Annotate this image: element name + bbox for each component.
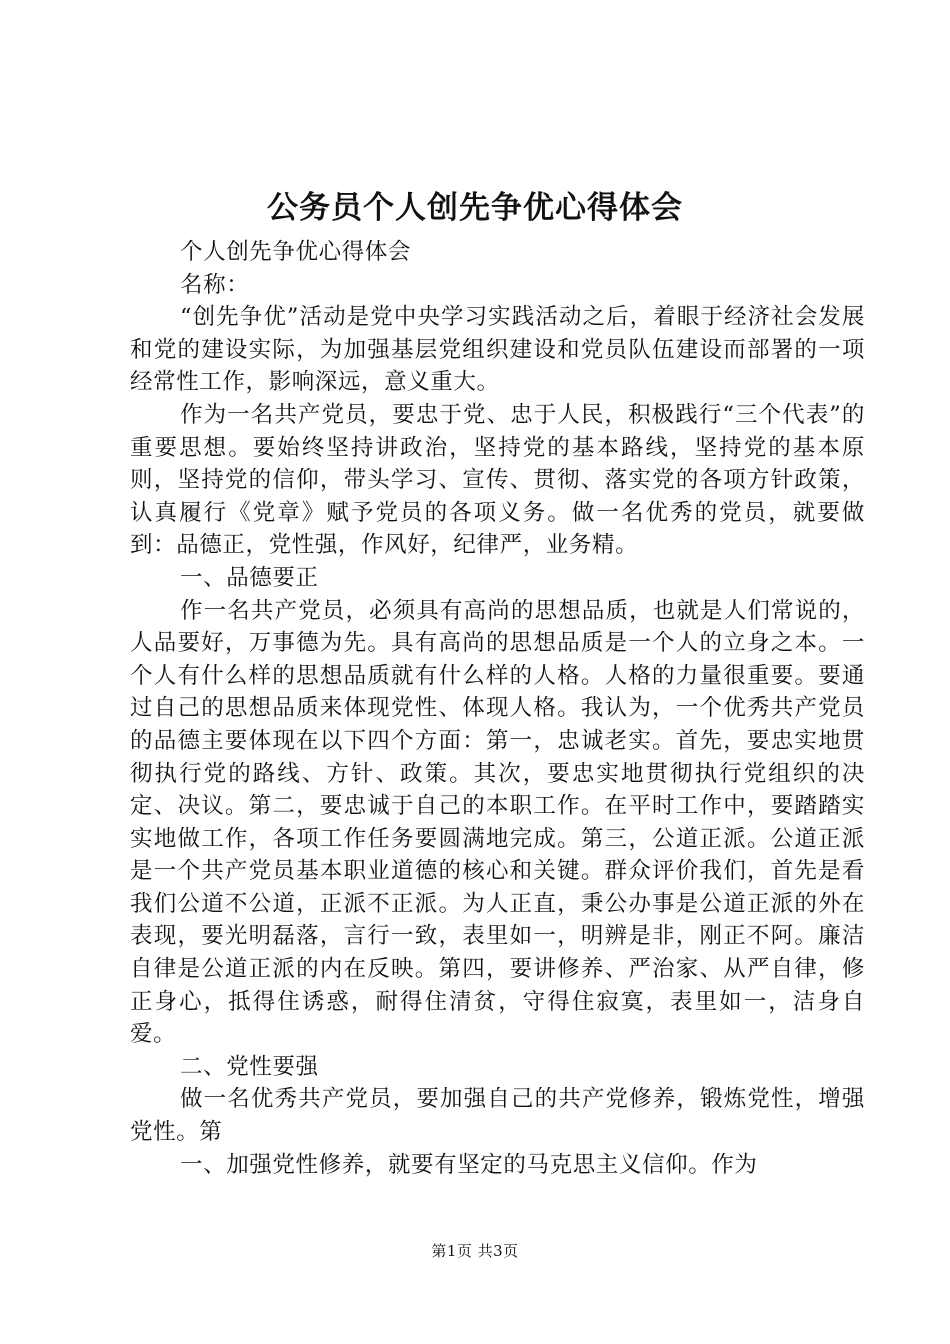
page-footer: 第1页 共3页 <box>431 1242 519 1260</box>
paragraph-subtitle: 个人创先争优心得体会 <box>180 239 412 265</box>
paragraph: 做一名优秀共产党员，要加强自己的共产党修养，锻炼党性，增强党性。第 <box>130 1086 865 1146</box>
paragraph: 一、加强党性修养，就要有坚定的马克思主义信仰。作为 <box>180 1151 758 1178</box>
paragraph: “创先争优”活动是党中央学习实践活动之后，着眼于经济社会发展和党的建设实际，为加强基层党组织建设和党员队伍建设而部署的一项经常性工作，影响深远，意义重大。 <box>130 304 865 396</box>
paragraph: 作为一名共产党员，要忠于党、忠于人民，积极践行“三个代表”的重要思想。要始终坚持讲政治，坚持党的基本路线，坚持党的基本原则，坚持党的信仰，带头学习、宣传、贯彻、落实党的各项方针政策，认真履行《党章》赋予党员的各项义务。做一名优秀的党员，就要做到：品德正，党性强，作风好，纪律严，业务精。 <box>130 401 865 559</box>
section-heading: 二、党性要强 <box>180 1053 319 1080</box>
document-title: 公务员个人创先争优心得体会 <box>267 190 683 226</box>
paragraph: 作一名共产党员，必须具有高尚的思想品质，也就是人们常说的，人品要好，万事德为先。具有高尚的思想品质是一个人的立身之本。一个人有什么样的思想品质就有什么样的人格。人格的力量很重要。要通过自己的思想品质来体现党性、体现人格。我认为，一个优秀共产党员的品德主要体现在以下四个方面：第一，忠诚老实。首先，要忠实地贯彻执行党的路线、方针、政策。其次，要忠实地贯彻执行党组织的决定、决议。第二，要忠诚于自己的本职工作。在平时工作中，要踏踏实实地做工作，各项工作任务要圆满地完成。第三，公道正派。公道正派是一个共产党员基本职业道德的核心和关键。群众评价我们，首先是看我们公道不公道，正派不正派。为人正直，秉公办事是公道正派的外在表现，要光明磊落，言行一致，表里如一，明辨是非，刚正不阿。廉洁自律是公道正派的内在反映。第四，要讲修养、严治家、从严自律，修正身心，抵得住诱惑，耐得住清贫，守得住寂寞，表里如一，洁身自爱。 <box>130 597 865 1048</box>
paragraph-name-label: 名称： <box>180 271 250 298</box>
document-body <box>130 236 865 1181</box>
section-heading: 一、品德要正 <box>180 564 319 591</box>
